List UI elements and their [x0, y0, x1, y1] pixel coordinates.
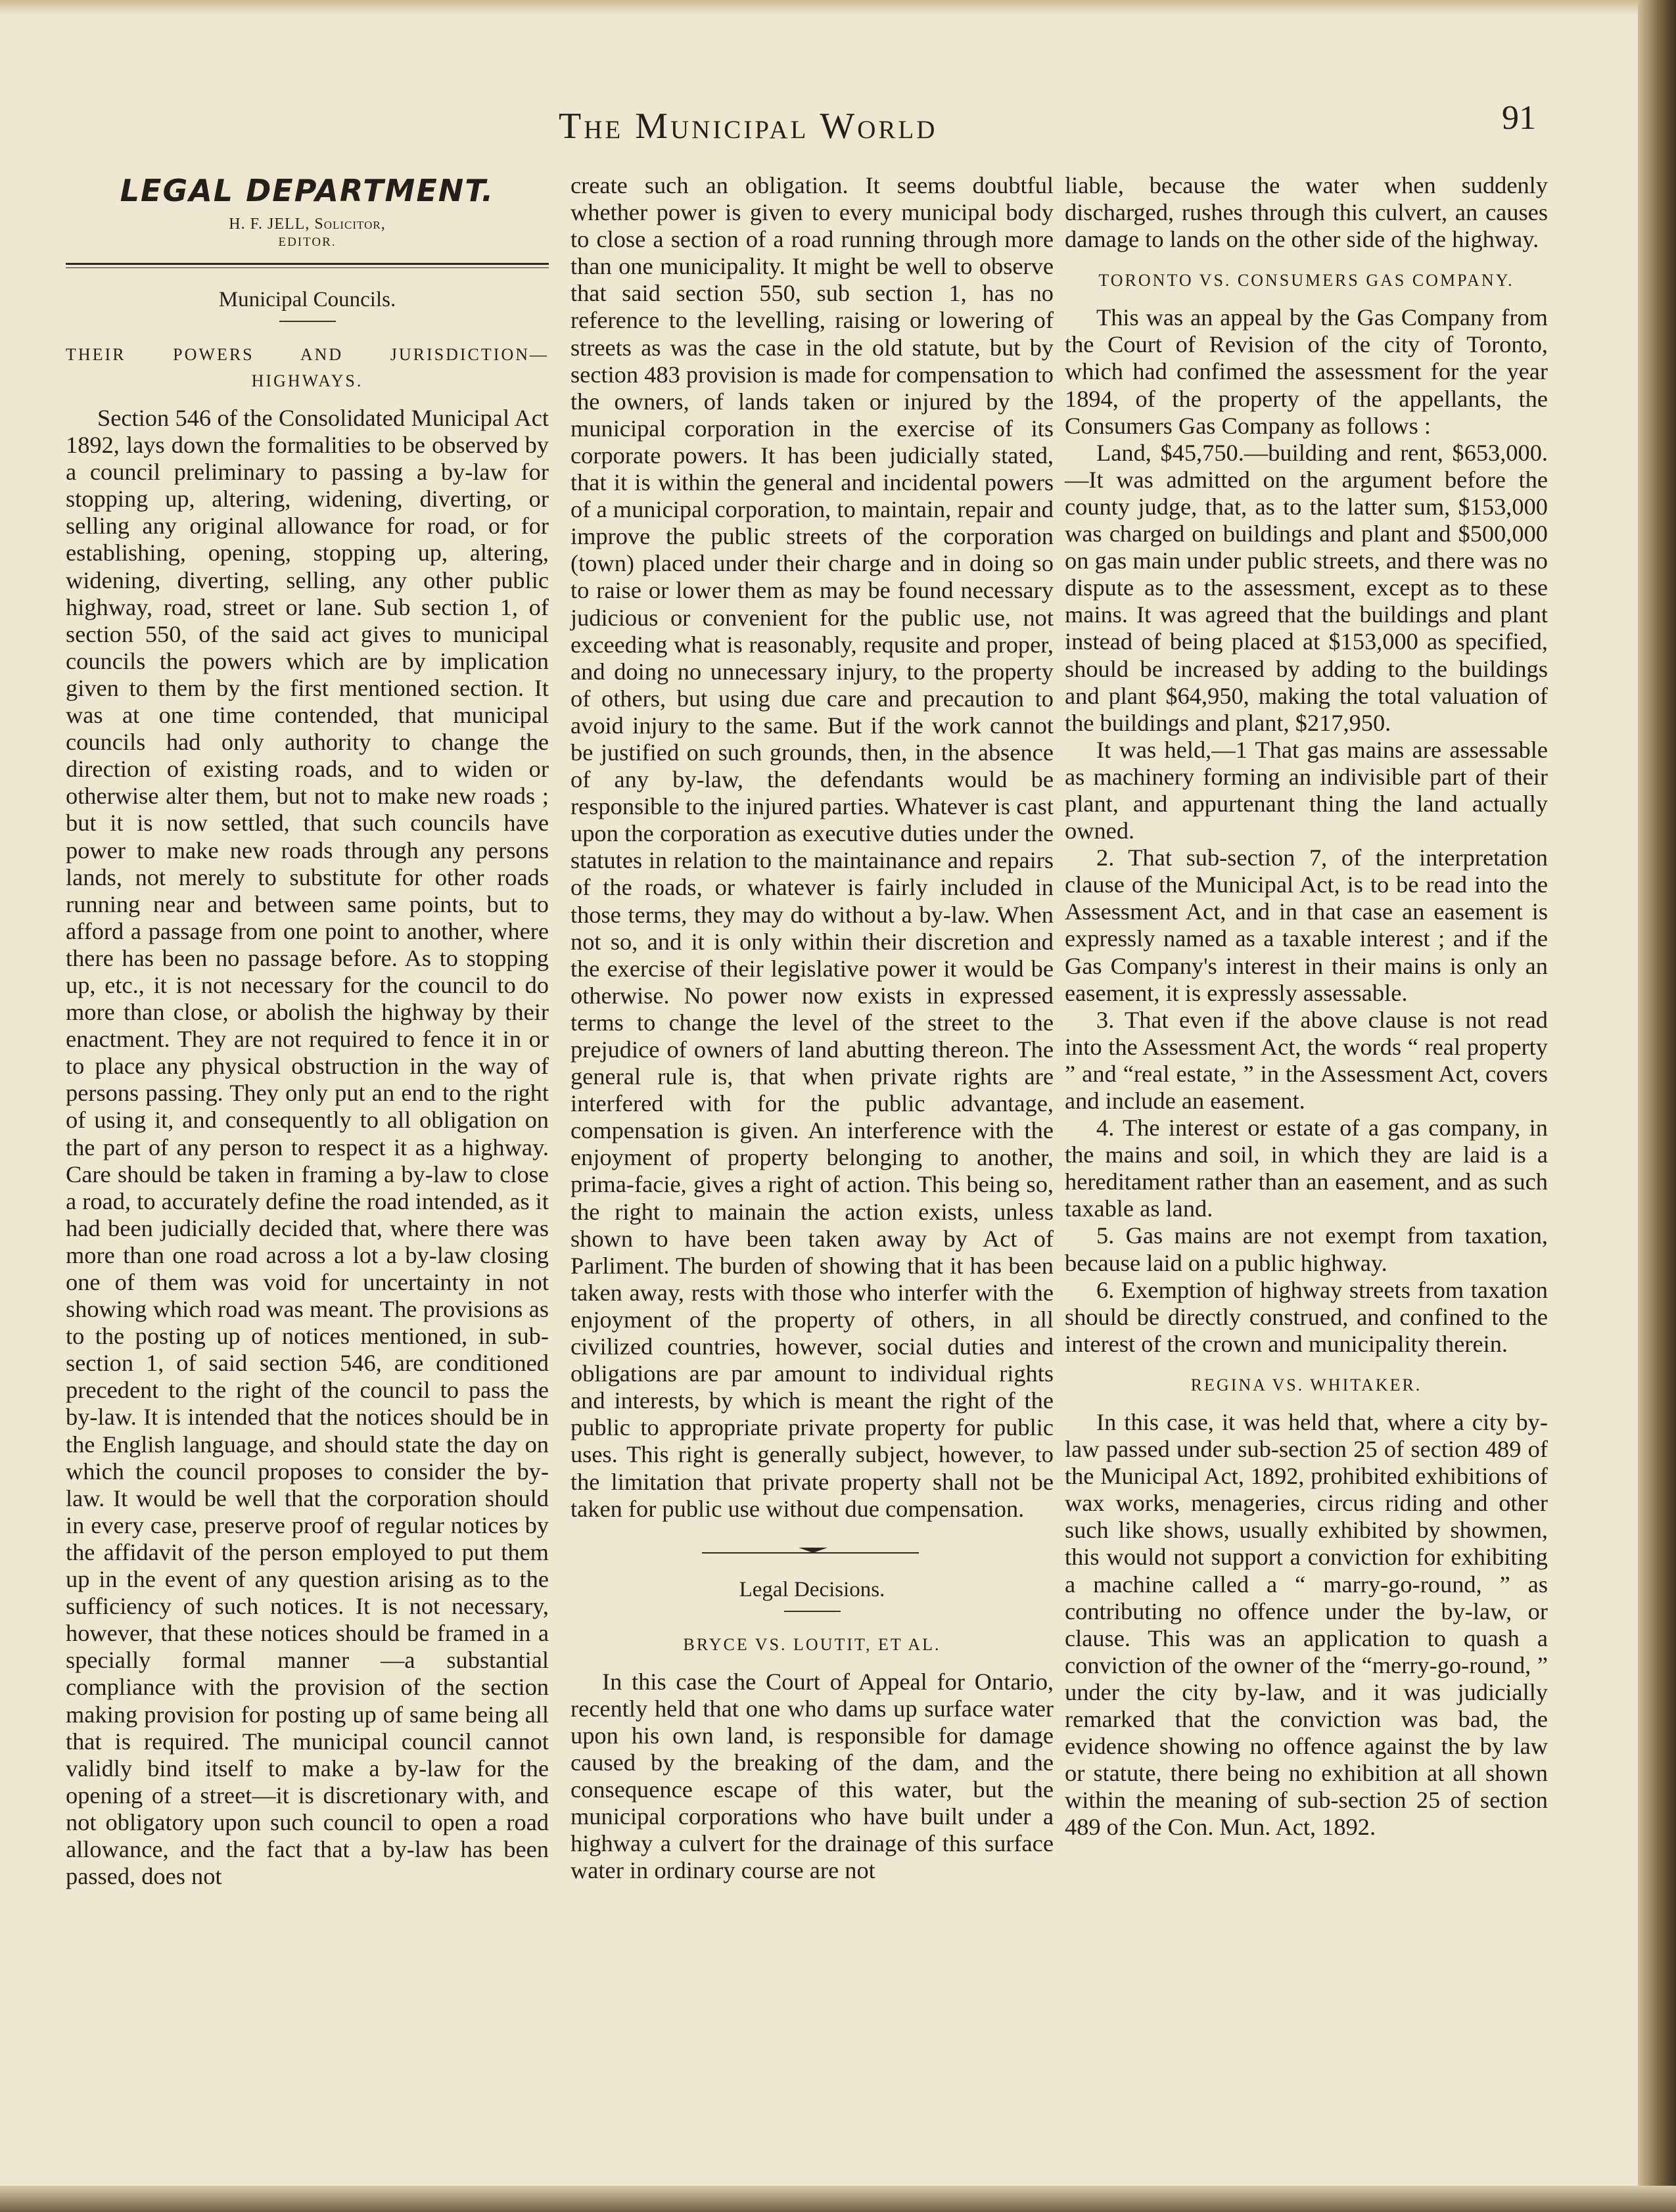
case-paragraph-toronto-1: This was an appeal by the Gas Company from the Court of Revision of the city of Toronto, which had confimed the assessment for the year 1894, of the property of the appellants, the Consumers Gas Company as follows : — [1065, 304, 1548, 439]
page-top-shadow — [0, 0, 1676, 14]
subheading-line-2: HIGHWAYS. — [251, 371, 363, 390]
case-heading-regina: REGINA VS. WHITAKER. — [1190, 1375, 1422, 1394]
holding-4: 4. The interest or estate of a gas company, in the mains and soil, in which they are laid is a hereditament rather than an easement, and as such taxable as land. — [1065, 1115, 1548, 1222]
page-bottom-edge — [0, 2186, 1676, 2212]
case-paragraph-bryce: In this case the Court of Appeal for Ontario, recently held that one who dams up surface water upon his own land, is responsible for damage caused by the breaking of the dam, and the consequence escape of this water, but the municipal corporations who have built under a highway a culvert for the drainage of this surface water in ordinary course are not — [570, 1668, 1054, 1884]
editor-role: EDITOR. — [278, 235, 337, 249]
page-header-title: The Municipal World — [559, 106, 938, 147]
editor-name: H. F. JELL, Solicitor, — [229, 216, 386, 233]
holding-2: 2. That sub-section 7, of the interpretation clause of the Municipal Act, is to be read into the Assessment Act, and in that case an easement is expressly named as a taxable interest ; and if the Gas Company's interest in their mains is only an easement, it is expressly assessable. — [1065, 844, 1548, 1006]
holding-6: 6. Exemption of highway streets from taxation should be directly construed, and confined to the interest of the crown and municipality therein. — [1065, 1276, 1548, 1357]
column-3 — [1065, 172, 1548, 1841]
binding-edge — [1638, 0, 1676, 2212]
article-paragraph: Section 546 of the Consolidated Municipal Act 1892, lays down the formalities to be observed by a council preliminary to passing a by-law for stopping up, altering, widening, diverting, or selling any original allowance for road, or for establishing, opening, stopping up, altering, widening, diverting, selling, any other public highway, road, street or lane. Sub section 1, of section 550, of the said act gives to municipal councils the powers which are by implication given to them by the first mentioned section. It was at one time contended, that municipal councils had only authority to change the direction of existing roads, and to widen or otherwise alter them, but not to make new roads ; but it is now settled, that such councils have power to make new roads through any persons lands, not merely to substitute for other roads running near and between same points, but to afford a passage from one point to another, where there has been no passage before. As to stopping up, etc., it is not necessary for the council to do more than close, or abolish the highway by their enactment. They are not required to fence it in or to place any physical obstruction in the way of persons passing. They only put an end to the right of using it, and consequently to all obligation on the part of any person to respect it as a highway. Care should be taken in framing a by-law to close a road, to accurately define the road intended, as it had been judicially decided that, where there was more than one road across a lot a by-law closing one of them was void for uncertainty in not showing which road was meant. The provisions as to the posting up of notices mentioned, in sub-section 1, of said section 546, are conditioned precedent to the right of the council to pass the by-law. It is intended that the notices should be in the English language, and should state the day on which the council proposes to consider the by-law. It would be well that the corporation should in every case, preserve proof of regular notices by the affidavit of the person employed to put them up in the event of any question arising as to the sufficiency of such notices. It is not necessary, however, that these notices should be framed in a specially formal manner —a substantial compliance with the provision of the section making provision for posting up of same being all that is required. The municipal council cannot validly bind itself to make a by-law for the opening of a street—it is discretionary with, and not obligatory upon such council to open a road allowance, and the fact that a by-law has been passed, does not — [66, 405, 549, 1890]
section-title-legal-decisions: Legal Decisions. — [739, 1577, 885, 1601]
page-number: 91 — [1502, 99, 1536, 137]
department-title: LEGAL DEPARTMENT. — [120, 173, 495, 208]
case-heading-bryce: BRYCE VS. LOUTIT, ET AL. — [683, 1634, 941, 1654]
case-heading-toronto: TORONTO VS. CONSUMERS GAS COMPANY. — [1098, 271, 1514, 290]
holding-1: It was held,—1 That gas mains are assessable as machinery forming an indivisible part of their plant, and appurtenant thing the land actually owned. — [1065, 736, 1548, 844]
column-1 — [66, 172, 549, 1890]
short-divider — [279, 321, 336, 322]
holding-3: 3. That even if the above clause is not read into the Assessment Act, the words “ real property ” and “real estate, ” in the Assessment Act, covers and include an easement. — [1065, 1006, 1548, 1114]
case-paragraph-toronto-2: Land, $45,750.—building and rent, $653,000.—It was admitted on the argument before the county judge, that, as to the latter sum, $153,000 was charged on buildings and plant and $500,000 on gas main under public streets, and there was no dispute as to the assessment, except as to these mains. It was agreed that the buildings and plant instead of being placed at $153,000 as specified, should be increased by adding to the buildings and plant $64,950, making the total valuation of the buildings and plant, $217,950. — [1065, 439, 1548, 736]
column-2 — [570, 172, 1054, 1884]
ornamental-divider — [570, 1540, 1054, 1566]
article-paragraph-continued: create such an obligation. It seems doubtful whether power is given to every municipal body to close a section of a road running through more than one municipality. It might be well to observe that said section 550, sub section 1, has no reference to the levelling, raising or lowering of streets as was the case in the old statute, but by section 483 provision is made for compensation to the owners, of lands taken or injured by the municipal corporation in the exercise of its corporate powers. It has been judicially stated, that it is within the general and incidental powers of a municipal corporation, to maintain, repair and improve the public streets of the corporation (town) placed under their charge and in doing so to raise or lower them as may be found necessary judicious or convenient for the public use, not exceeding what is reasonably, requsite and proper, and doing no unnecessary injury, to the property of others, but using due care and precaution to avoid injury to the same. But if the work cannot be justified on such grounds, then, in the absence of any by-law, the defendants would be responsible to the injured parties. Whatever is cast upon the corporation as executive duties under the statutes in relation to the maintainance and repairs of the roads, or whatever is fairly included in those terms, they may do without a by-law. When not so, and it is only within their discretion and the exercise of their legislative power it would be otherwise. No power now exists in expressed terms to change the level of the street to the prejudice of owners of land abutting thereon. The general rule is, that when private rights are interfered with for the public advantage, compensation is given. An interference with the enjoyment of property belonging to another, prima-facie, gives a right of action. This being so, the right to mainain the action exists, unless shown to have been taken away by Act of Parliment. The burden of showing that it has been taken away, rests with those who interfer with the enjoyment of the property of others, in all civilized countries, however, social duties and obligations are par amount to individual rights and interests, by which is meant the right of the public to appropriate private property for public uses. This right is generally subject, however, to the limitation that private property shall not be taken for public use without due compensation. — [570, 172, 1054, 1522]
case-paragraph-regina: In this case, it was held that, where a city by-law passed under sub-section 25 of section 489 of the Municipal Act, 1892, prohibited exhibitions of wax works, menageries, circus riding and other such like shows, usually exhibited by showmen, this would not support a conviction for exhibiting a machine called a “ marry-go-round, ” as contributing no offence under the by-law, or clause. This was an application to quash a conviction of the owner of the “merry-go-round, ” under the city by-law, and it was judicially remarked that the conviction was bad, the evidence showing no offence against the by law or statute, there being no exhibition at all shown within the meaning of sub-section 25 of section 489 of the Con. Mun. Act, 1892. — [1065, 1408, 1548, 1841]
subheading-line-1: THEIR POWERS AND JURISDICTION— — [66, 345, 549, 364]
case-paragraph-continued: liable, because the water when suddenly discharged, rushes through this culvert, an causes damage to lands on the other side of the highway. — [1065, 172, 1548, 253]
short-divider — [784, 1611, 841, 1612]
section-title-municipal-councils: Municipal Councils. — [218, 288, 396, 311]
section-divider — [66, 263, 549, 268]
holding-5: 5. Gas mains are not exempt from taxation, because laid on a public highway. — [1065, 1222, 1548, 1276]
